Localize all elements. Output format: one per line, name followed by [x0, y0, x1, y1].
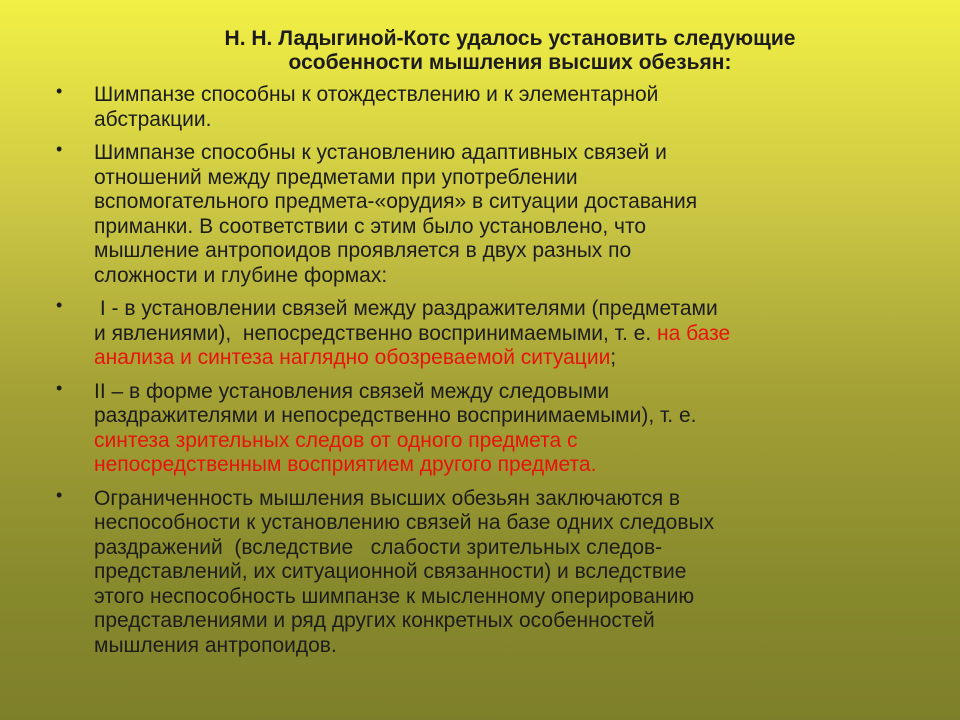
- bullet-3-line-2-highlight: на базе: [657, 321, 731, 345]
- bullet-5-line-1: Ограниченность мышления высших обезьян заключаются в: [94, 486, 681, 510]
- bullet-icon: •: [56, 377, 63, 398]
- bullet-3-line-3-plain: ;: [610, 346, 617, 369]
- bullet-3-line-2: [94, 322, 916, 347]
- bullet-4-line-1: II – в форме установления связей между следовыми: [94, 379, 610, 403]
- bullet-5-line-5: этого неспособность шимпанзе к мысленному оперированию: [94, 584, 695, 608]
- bullet-icon: •: [56, 81, 63, 101]
- bullet-4-line-3-highlight: синтеза зрительных следов от одного предмета с: [94, 428, 578, 452]
- bullet-2-line-4: приманки. В соответствии с этим было установлено, что: [94, 214, 647, 238]
- bullet-5-line-4: представлений, их ситуационной связанности) и вследствие: [94, 560, 687, 583]
- bullet-2-line-6: сложности и глубине формах:: [94, 263, 388, 287]
- title-line-1: Н. Н. Ладыгиной-Котс удалось установить следующие: [224, 27, 796, 50]
- bullet-list: [56, 83, 916, 667]
- bullet-2-line-2: отношений между предметами при употреблении: [94, 165, 578, 189]
- bullet-2-line-1: Шимпанзе способны к установлению адаптивных связей и: [94, 141, 667, 164]
- bullet-4-line-2: раздражителями и непосредственно воспринимаемыми), т. е.: [94, 404, 697, 427]
- bullet-2-line-5: мышление антропоидов проявляется в двух разных по: [94, 239, 632, 262]
- bullet-5-line-3: раздражений (вследствие слабости зрительных следов-: [94, 535, 663, 559]
- bullet-3-line-3: [94, 346, 916, 371]
- bullet-4-line-4-highlight: непосредственным восприятием другого предмета.: [94, 453, 597, 476]
- bullet-3-line-1: I - в установлении связей между раздражителями (предметами: [94, 297, 718, 320]
- bullet-item-2: [56, 141, 916, 288]
- bullet-item-5: [56, 484, 916, 659]
- title-line-2: особенности мышления высших обезьян:: [288, 51, 732, 74]
- bullet-3-line-2-plain: и явлениями), непосредственно воспринимаемыми, т. е.: [94, 321, 657, 345]
- bullet-2-line-3: вспомогательного предмета-«орудия» в ситуации доставания: [94, 190, 698, 213]
- bullet-icon: •: [56, 484, 63, 505]
- bullet-5-line-2: неспособности к установлению связей на базе одних следовых: [94, 511, 715, 534]
- bullet-icon: •: [56, 139, 63, 159]
- bullet-item-3: [56, 297, 916, 371]
- bullet-1-line-1: Шимпанзе способны к отождествлению и к элементарной: [94, 83, 659, 106]
- bullet-5-line-6: представлениями и ряд других конкретных особенностей: [94, 609, 655, 632]
- bullet-5-line-7: мышления антропоидов.: [94, 633, 337, 657]
- bullet-icon: •: [56, 295, 63, 315]
- bullet-item-1: [56, 83, 916, 132]
- bullet-1-line-2: абстракции.: [94, 107, 212, 131]
- slide-title: [110, 27, 910, 75]
- bullet-item-4: [56, 377, 916, 478]
- bullet-3-line-3-highlight: анализа и синтеза наглядно обозреваемой ситуации: [94, 346, 611, 369]
